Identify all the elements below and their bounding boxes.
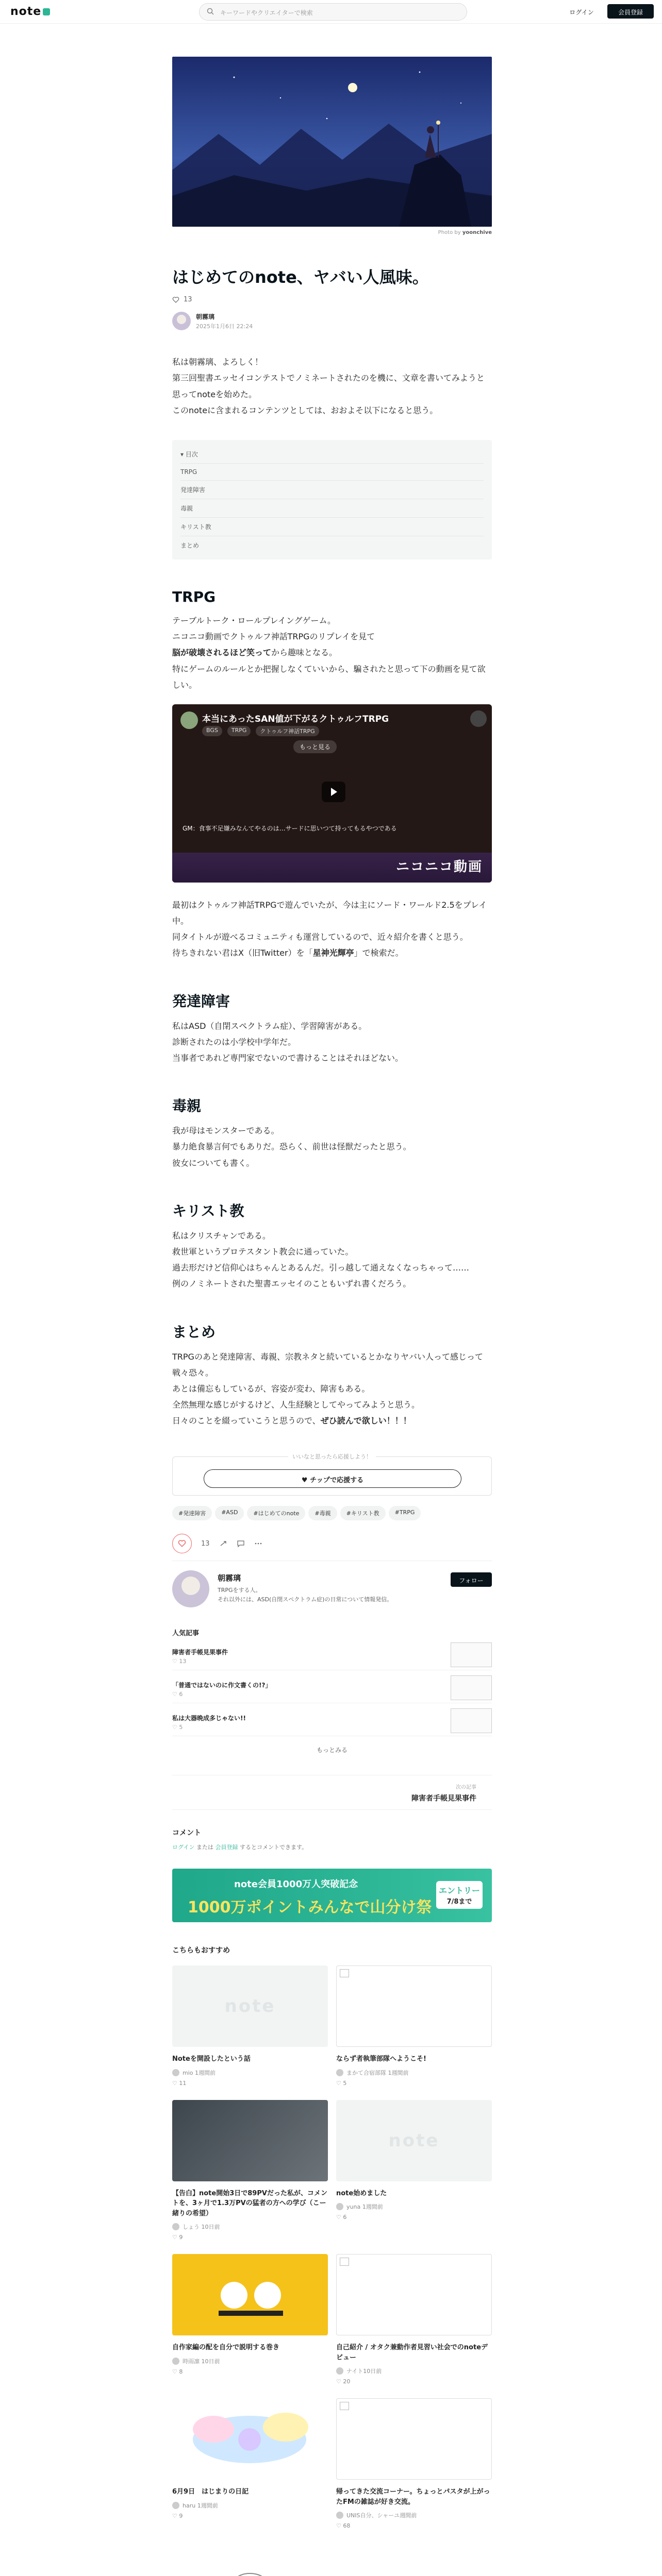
popular-article-title[interactable]: 障害者手帳見果事件 (172, 1649, 228, 1656)
entry-label: エントリー (438, 1886, 480, 1896)
card-likes[interactable] (336, 2522, 492, 2529)
card-author-name: まかて合宿部隊 1週間前 (346, 2069, 409, 2076)
banner-title: 1000万ポイントみんなで山分け祭 (188, 1899, 432, 1917)
campaign-banner[interactable] (172, 1869, 492, 1922)
recommend-card[interactable] (336, 2254, 492, 2385)
support-label-text: いいなと思ったら応援しよう！ (288, 1453, 376, 1460)
toc-item[interactable]: まとめ (180, 541, 200, 549)
heart-icon: ♡ (336, 2079, 343, 2087)
hashtag[interactable]: #ASD (215, 1506, 244, 1520)
card-title[interactable]: 自己紹介 / オタク兼動作者見習い社会でのnoteデビュー (336, 2344, 488, 2362)
paragraph: 私はASD（自閉スペクトラム症）、学習障害がある。 (172, 1021, 367, 1031)
video-title[interactable]: 本当にあったSAN値が下がるクトゥルフTRPG (202, 714, 389, 724)
heart-icon[interactable] (172, 296, 179, 303)
paragraph (172, 645, 492, 660)
hashtag[interactable]: #はじめてのnote (247, 1506, 305, 1520)
hashtag[interactable]: #キリスト教 (340, 1506, 386, 1520)
card-likes[interactable] (172, 2513, 328, 2519)
list-item[interactable] (172, 1637, 492, 1670)
recommend-heading: こちらもおすすめ (172, 1946, 230, 1955)
card-author-name: haru 1週間前 (183, 2502, 218, 2509)
hero-image (172, 57, 492, 227)
banner-subtitle: note会員1000万人突破記念 (234, 1879, 358, 1890)
next-article-link[interactable] (172, 1775, 492, 1810)
paragraph: 同タイトルが遊べるコミュニティも運営しているので、近々紹介を書くと思う。 (172, 932, 468, 942)
creator-name[interactable]: 朝霧璃 (218, 1573, 241, 1583)
like-count: 20 (343, 2378, 351, 2385)
entry-date: 7/8まで (446, 1898, 472, 1906)
toc-header[interactable]: ▾ 目次 (180, 445, 484, 464)
card-thumbnail[interactable]: note (172, 1965, 328, 2047)
heart-icon: ♡ (172, 2234, 179, 2241)
paragraph: 最初はクトゥルフ神話TRPGで遊んでいたが、今は主にソード・ワールド2.5をプレイ中。 (172, 900, 487, 926)
section-body-trpg-after (172, 897, 492, 961)
card-thumbnail[interactable] (172, 2398, 328, 2480)
article-thumbnail[interactable] (451, 1708, 492, 1733)
bold-text: 星神光輝亭 (312, 948, 354, 958)
card-title[interactable]: 6月9日 はじまりの日記 (172, 2488, 249, 2496)
card-title[interactable]: Noteを開設したという話 (172, 2055, 251, 2063)
section-heading-matome: まとめ (172, 1323, 216, 1341)
video-tag[interactable]: TRPG (227, 726, 251, 736)
signup-button[interactable]: 会員登録 (607, 4, 654, 19)
card-author[interactable] (336, 2367, 492, 2375)
toc-item[interactable]: 発達障害 (180, 481, 484, 499)
recommend-grid (172, 1965, 492, 2576)
recommend-card[interactable] (336, 2100, 492, 2241)
creator-profile (172, 1561, 492, 1622)
entry-button[interactable] (436, 1881, 483, 1909)
support-label (173, 1452, 491, 1461)
creator-avatar[interactable] (172, 1570, 209, 1607)
avatar (172, 2502, 179, 2509)
comment-icon[interactable] (237, 1539, 245, 1548)
toc-item[interactable]: 毒親 (180, 499, 484, 518)
recommend-card[interactable] (172, 2100, 328, 2241)
text: 日々のことを綴っていこうと思うので、 (172, 1416, 321, 1426)
like-count: 9 (179, 2234, 183, 2241)
section-heading-hattatsu: 発達障害 (172, 992, 230, 1010)
like-count: 13 (179, 1658, 187, 1665)
paragraph: 私はクリスチャンである。 (172, 1230, 271, 1241)
logo-text: note (10, 5, 42, 18)
avatar (336, 2203, 343, 2210)
next-article-label: 次の記事 (456, 1785, 476, 1791)
card-thumbnail[interactable] (172, 2100, 328, 2181)
hashtag-list (172, 1506, 492, 1520)
avatar (336, 2069, 343, 2076)
card-title[interactable]: 帰ってきた交流コーナー。ちょっとパスタが上がったFMの雑誌が好き交流。 (336, 2488, 490, 2506)
card-likes[interactable] (172, 2368, 328, 2375)
recommend-card[interactable] (336, 2398, 492, 2529)
photo-credit (172, 230, 492, 235)
like-count: 13 (184, 296, 192, 304)
popular-article-title[interactable]: 「普通ではないのに作文書くの!?」 (172, 1682, 272, 1689)
paragraph: 特にゲームのルールとか把握しなくていいから、騙されたと思って下の動画を見て欲しい。 (172, 664, 486, 690)
card-likes[interactable] (336, 2378, 492, 2385)
comment-login-link[interactable]: ログイン (172, 1844, 195, 1851)
creator-bio (218, 1586, 439, 1604)
hero-illustration (172, 57, 492, 227)
toc-header-label: 目次 (185, 450, 198, 458)
like-count-row (172, 296, 492, 303)
channel-avatar[interactable] (180, 711, 198, 729)
like-count: 6 (343, 2214, 347, 2221)
like-count: 13 (201, 1539, 210, 1548)
section-body-dokuoya (172, 1123, 492, 1171)
intro-line: このnoteに含まれるコンテンツとしては、おおよそ以下になると思う。 (172, 405, 438, 415)
card-thumbnail[interactable] (336, 2254, 492, 2335)
search-icon (207, 8, 214, 15)
section-heading-christ: キリスト教 (172, 1202, 244, 1219)
text: するとコメントできます。 (239, 1844, 308, 1851)
card-author-name: mio 1週間前 (183, 2069, 216, 2076)
avatar (172, 2358, 179, 2365)
login-button[interactable]: ログイン (569, 9, 594, 16)
section-body-christ (172, 1228, 492, 1292)
card-title[interactable]: ならず者執筆部隊へようこそ! (336, 2055, 426, 2063)
video-tags (202, 726, 319, 736)
recommend-card[interactable] (172, 2398, 328, 2529)
recommend-card[interactable] (172, 2254, 328, 2385)
toc-item[interactable]: TRPG (180, 464, 484, 481)
like-count: 5 (343, 2079, 347, 2087)
heart-icon (178, 1539, 186, 1548)
hashtag[interactable]: #発達障害 (172, 1506, 212, 1520)
section-body-matome (172, 1349, 492, 1429)
more-options-icon[interactable] (254, 1539, 262, 1548)
card-thumbnail[interactable] (172, 2543, 328, 2576)
comments-note (172, 1843, 492, 1851)
card-title[interactable]: note始めました (336, 2189, 387, 2197)
paragraph: 彼女についても書く。 (172, 1158, 255, 1168)
card-title[interactable]: 自作家編の配を自分で説明する巻き (172, 2344, 280, 2352)
play-icon[interactable] (322, 782, 345, 802)
recommend-card[interactable] (336, 2543, 492, 2576)
paragraph: 過去形だけど信仰心はちゃんとあるんだ。引っ越して通えなくなっちゃって…… (172, 1263, 470, 1273)
like-count: 5 (179, 1724, 183, 1731)
heart-icon: ♡ (336, 2214, 343, 2221)
list-item[interactable] (172, 1703, 492, 1736)
table-of-contents (172, 440, 492, 560)
like-count: 68 (343, 2522, 351, 2530)
paragraph: TRPGのあと発達障害、毒親、宗教ネタと続いているとかなりヤバい人って感じって戦々恐々。 (172, 1351, 483, 1378)
card-author[interactable] (172, 2357, 328, 2365)
paragraph: 全然無理な感じがするけど、人生経験としてやってみようと思う。 (172, 1400, 420, 1410)
card-thumbnail[interactable] (336, 1965, 492, 2047)
card-author[interactable] (336, 2202, 492, 2211)
credit-name[interactable]: yoonchive (462, 230, 492, 235)
recommend-card[interactable] (172, 2543, 328, 2576)
toc-item[interactable]: キリスト教 (180, 518, 484, 536)
card-thumbnail[interactable] (336, 2398, 492, 2480)
avatar (172, 2069, 179, 2076)
list-item[interactable] (172, 1670, 492, 1703)
logo-badge-icon (43, 8, 50, 15)
card-title[interactable]: 【告白】note開始3日で89PVだった私が、コメントを、3ヶ月で1.3万PVの猛者の方への学び（こー緒りの希望） (172, 2189, 327, 2217)
card-author[interactable] (172, 2501, 328, 2510)
tip-button[interactable]: ♥ チップで応援する (204, 1469, 461, 1488)
card-author[interactable] (336, 2069, 492, 2077)
like-count: 8 (179, 2368, 183, 2375)
popular-articles-heading: 人気記事 (172, 1630, 200, 1638)
card-author-name: UNIS自分、シャーユ週間前 (346, 2512, 417, 2519)
avatar (172, 2223, 179, 2230)
heart-icon: ♡ (172, 2368, 179, 2375)
next-article-title[interactable]: 障害者手帳見果事件 (411, 1794, 476, 1803)
paragraph: 診断されたのは小学校中学年だ。 (172, 1037, 296, 1047)
comment-signup-link[interactable]: 会員登録 (215, 1844, 238, 1851)
paragraph: あとは備忘もしているが、容姿が変わ、障害もある。 (172, 1383, 370, 1394)
popular-article-likes: ♡ 5 (172, 1724, 183, 1731)
card-author[interactable] (172, 2069, 328, 2077)
card-author-name: yuna 1週間前 (346, 2204, 383, 2211)
avatar[interactable] (172, 312, 191, 330)
share-icon[interactable] (470, 710, 487, 727)
recommend-card[interactable] (336, 1965, 492, 2087)
text: 待ちきれない君はX（旧Twitter）を「 (172, 948, 313, 958)
video-caption: GM：食事不足嫌みなんてやるのは…サードに思いつて持ってもるやつである (183, 824, 397, 832)
card-likes[interactable] (336, 2214, 492, 2221)
bold-text: 脳が破壊されるほど笑って (172, 648, 272, 658)
support-box (172, 1453, 492, 1496)
recommend-card[interactable] (172, 1965, 328, 2087)
popular-article-likes: ♡ 6 (172, 1691, 183, 1698)
card-author-name: ナイト10日前 (346, 2368, 382, 2375)
author-row[interactable] (172, 312, 492, 330)
bold-text: ぜひ読んで欲しい！！！ (320, 1416, 411, 1426)
video-tag[interactable]: クトゥルフ神話TRPG (256, 726, 319, 736)
text: 」で検索だ。 (354, 948, 404, 958)
paragraph: 例のノミネートされた聖書エッセイのこともいずれ書くだろう。 (172, 1279, 411, 1289)
like-count: 11 (179, 2079, 187, 2087)
card-author[interactable] (172, 2223, 328, 2231)
niconico-logo: ニコニコ動画 (395, 859, 483, 875)
like-count: 9 (179, 2512, 183, 2519)
paragraph: 当事者であれど専門家でないので書けることはそれほどない。 (172, 1053, 404, 1063)
action-bar (172, 1534, 492, 1553)
card-likes[interactable] (172, 2080, 328, 2087)
comments-heading: コメント (172, 1829, 201, 1838)
card-author[interactable] (336, 2511, 492, 2519)
video-more-button[interactable]: もっと見る (293, 740, 337, 753)
article (172, 57, 492, 2576)
heart-icon: ♡ (336, 2522, 343, 2530)
video-tag[interactable]: BGS (202, 726, 222, 736)
search-placeholder: キーワードやクリエイターで検索 (220, 9, 313, 16)
site-header (0, 0, 662, 24)
heart-icon: ♡ (172, 2512, 179, 2519)
card-likes[interactable] (336, 2080, 492, 2087)
intro-line: 私は朝霧璃、よろしく！ (172, 357, 263, 367)
intro-line: 第三回聖書エッセイコンテストでノミネートされたのを機に、文章を書いてみようと思ってnoteを始めた。 (172, 373, 485, 399)
paragraph: 救世軍というプロテスタント教会に通っていた。 (172, 1246, 354, 1257)
text: または (196, 1844, 213, 1851)
follow-button[interactable]: フォロー (451, 1572, 492, 1587)
publish-date: 2025年1月6日 22:24 (196, 323, 253, 330)
section-heading-dokuoya: 毒親 (172, 1097, 202, 1115)
paragraph: 暴力絶食暴言何でもありだ。恐らく、前世は怪獣だったと思う。 (172, 1142, 411, 1152)
note-logo[interactable] (10, 5, 50, 18)
text: から趣味となる。 (271, 648, 338, 658)
hashtag[interactable]: #TRPG (389, 1506, 421, 1520)
card-likes[interactable] (172, 2234, 328, 2241)
card-author-name: 時雨凛 10日前 (183, 2358, 220, 2365)
article-thumbnail[interactable] (451, 1675, 492, 1700)
hashtag[interactable]: #毒親 (308, 1506, 337, 1520)
section-heading-trpg: TRPG (172, 588, 216, 605)
card-author-name: しょう 10日前 (183, 2224, 220, 2231)
popular-article-likes: ♡ 13 (172, 1658, 187, 1665)
card-thumbnail[interactable] (336, 2543, 492, 2576)
card-thumbnail[interactable] (172, 2254, 328, 2335)
card-thumbnail[interactable]: note (336, 2100, 492, 2181)
avatar (336, 2367, 343, 2375)
avatar (336, 2512, 343, 2519)
article-thumbnail[interactable] (451, 1642, 492, 1667)
like-count: 6 (179, 1691, 183, 1698)
closing-paragraph (172, 1413, 492, 1429)
section-body-hattatsu (172, 1018, 492, 1066)
like-button[interactable] (172, 1534, 192, 1553)
see-more-link[interactable]: もっとみる (316, 1747, 347, 1754)
heart-icon: ♡ (336, 2378, 343, 2385)
share-icon[interactable] (219, 1539, 227, 1548)
paragraph: 我が母はモンスターである。 (172, 1126, 279, 1136)
intro-text (172, 354, 492, 418)
tip-button-label: チップで応援する (310, 1477, 364, 1485)
creator-bio-line: それ以外には、ASD(自閉スペクトラム症)の日常について情報発信。 (218, 1596, 393, 1603)
embedded-video[interactable] (172, 704, 492, 883)
creator-bio-line: TRPGをする人。 (218, 1587, 261, 1594)
paragraph: テーブルトーク・ロールプレイングゲーム。 (172, 615, 336, 625)
search-input[interactable] (199, 3, 467, 21)
article-title: はじめてのnote、ヤバい人風味。 (172, 267, 429, 287)
credit-prefix: Photo by (438, 230, 461, 235)
section-body-trpg (172, 613, 492, 693)
paragraph: ニコニコ動画でクトゥルフ神話TRPGのリプレイを見て (172, 632, 375, 642)
heart-icon: ♡ (172, 2079, 179, 2087)
paragraph (172, 945, 492, 961)
author-name[interactable]: 朝霧璃 (196, 313, 215, 320)
popular-article-title[interactable]: 私は大器晩成多じゃない!! (172, 1715, 246, 1722)
